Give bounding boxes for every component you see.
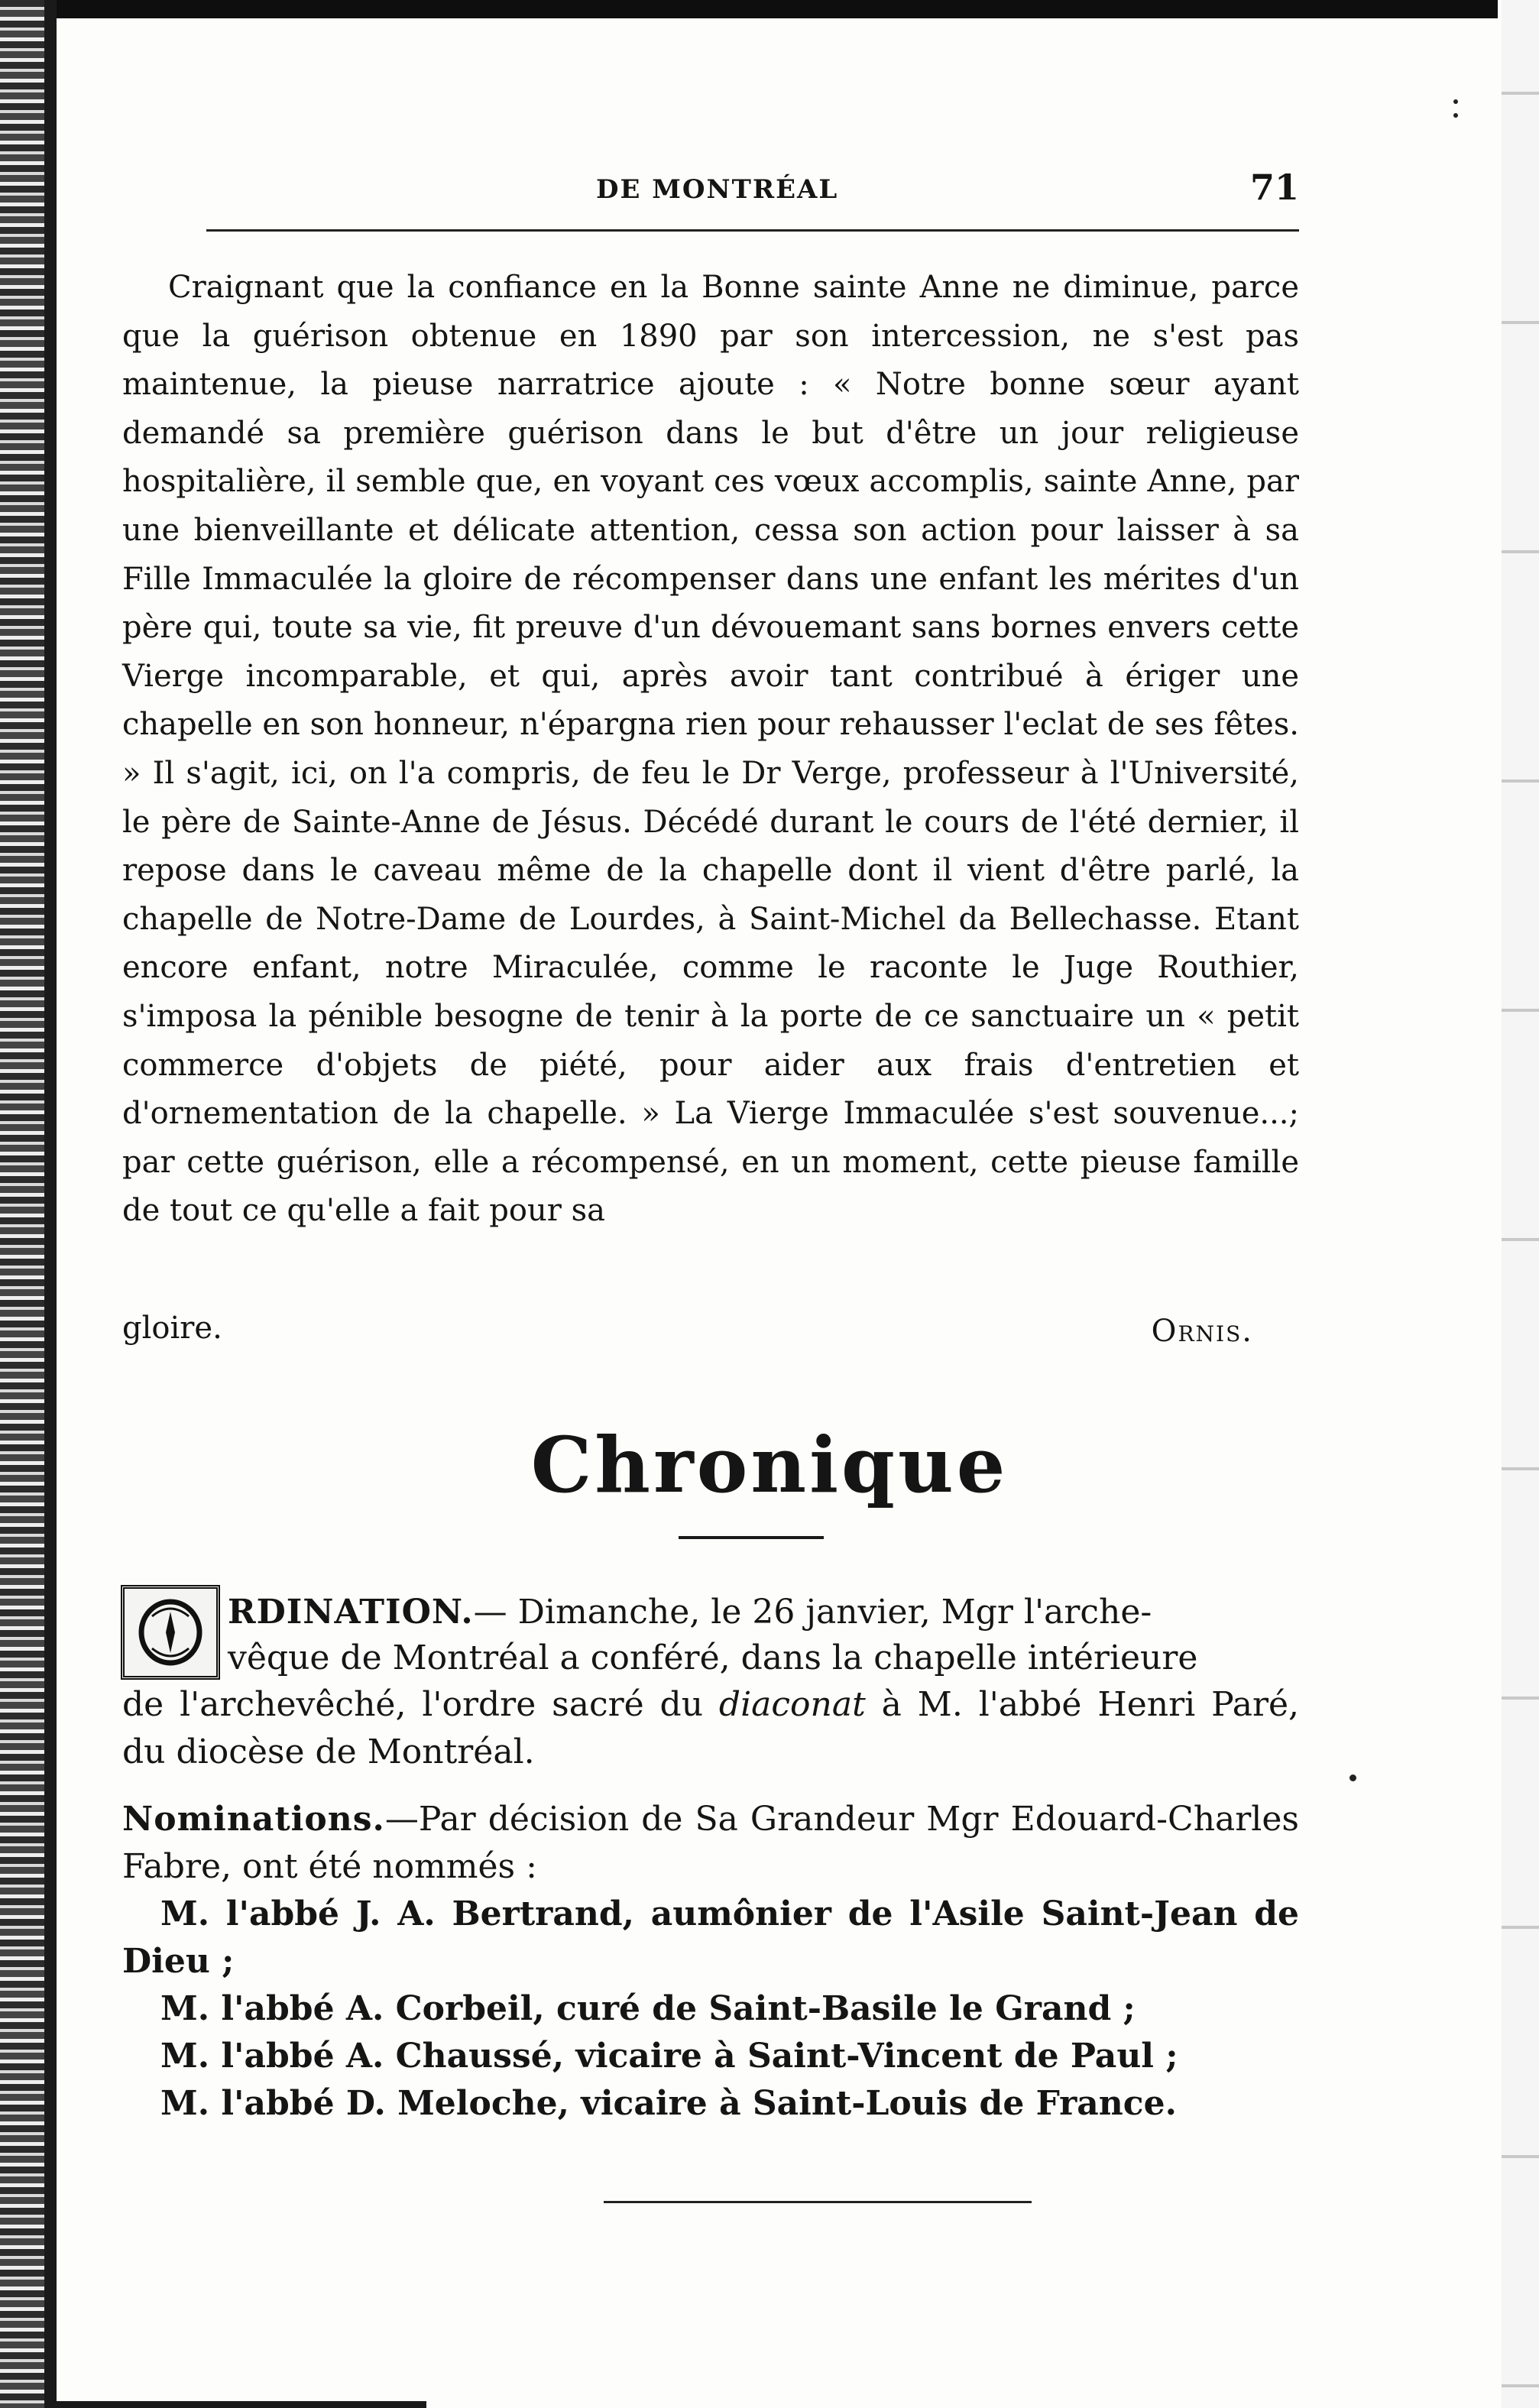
- ordination-text-a: de l'archevêché, l'ordre sacré du: [122, 1685, 719, 1724]
- ordination-label: RDINATION.: [228, 1593, 474, 1632]
- nominations-list: [122, 1891, 1299, 2128]
- scan-speck: [1349, 1774, 1356, 1781]
- list-item: M. l'abbé D. Meloche, vicaire à Saint-Louis de France.: [160, 2084, 1177, 2123]
- title-rule: [679, 1536, 824, 1539]
- ornamental-drop-cap: [121, 1585, 220, 1680]
- ordination-line1-text: — Dimanche, le 26 janvier, Mgr l'arche-: [473, 1593, 1152, 1632]
- nominations-text: —Par décision de Sa Grandeur Mgr Edouard-Charles Fabre, ont été nommés :: [122, 1800, 1299, 1886]
- ordination-emphasis: diaconat: [718, 1685, 866, 1724]
- scan-speck: [1453, 99, 1458, 104]
- ordination-second-line: vêque de Montréal a conféré, dans la chapelle intérieure: [228, 1638, 1198, 1677]
- page-number: 71: [1249, 167, 1299, 208]
- section-title: Chronique: [530, 1420, 1009, 1510]
- list-item: M. l'abbé A. Corbeil, curé de Saint-Basile le Grand ;: [160, 1989, 1136, 2028]
- binding-shadow: [44, 0, 57, 2408]
- scan-bottom-border: [44, 2401, 426, 2408]
- article-paragraph: Craignant que la confiance en la Bonne sainte Anne ne diminue, parce que la guérison obtenue en 1890 par son intercession, ne s'est pas maintenue, la pieuse narratrice ajoute : « Notre bonne sœur ayant demandé sa première guérison dans le but d'être un jour religieuse hospitalière, il semble que, en voyant ces vœux accomplis, sainte Anne, par une bienveillante et délicate attention, cessa son action pour laisser à sa Fille Immaculée la gloire de récompenser dans une enfant les mérites d'un père qui, toute sa vie, fit preuve d'un dévouemant sans bornes envers cette Vierge incomparable, et qui, après avoir tant contribué à ériger une chapelle en son honneur, n'épargna rien pour rehausser l'eclat de ses fêtes. » Il s'agit, ici, on l'a compris, de feu le Dr Verge, professeur à l'Université, le père de Sainte-Anne de Jésus. Décédé durant le cours de l'été dernier, il repose dans le caveau même de la chapelle dont il vient d'être parlé, la chapelle de Notre-Dame de Lourdes, à Saint-Michel da Bellechasse. Etant encore enfant, notre Miraculée, comme le raconte le Juge Routhier, s'imposa la pénible besogne de tenir à la porte de ce sanctuaire un « petit commerce d'objets de piété, pour aider aux frais d'entretien et d'ornementation de la chapelle. » La Vierge Immaculée s'est souvenue...; par cette guérison, elle a récompensé, en un moment, cette pieuse famille de tout ce qu'elle a fait pour sa: [122, 270, 1299, 1229]
- ordination-first-line: [228, 1590, 1299, 1635]
- author-signature: Ornis.: [1151, 1314, 1253, 1349]
- drop-cap-ornament-icon: [129, 1593, 212, 1671]
- list-item: M. l'abbé A. Chaussé, vicaire à Saint-Vincent de Paul ;: [160, 2037, 1178, 2076]
- page-header: [122, 167, 1299, 212]
- footer-rule: [604, 2201, 1032, 2203]
- signature-line: [122, 1311, 1299, 1360]
- scan-right-edge: [1502, 0, 1539, 2408]
- running-head: DE MONTRÉAL: [596, 174, 839, 205]
- closing-word: gloire.: [122, 1311, 222, 1346]
- scan-left-edge: [0, 0, 44, 2408]
- ordination-text: [122, 1681, 1299, 1776]
- nominations-intro: [122, 1796, 1299, 1891]
- scan-top-border: [46, 0, 1498, 18]
- nominations-label: Nominations.: [122, 1800, 385, 1839]
- ordination-text-b: à M. l'abbé Henri Paré, du diocèse de Montréal.: [122, 1685, 1299, 1771]
- scan-speck: [1453, 113, 1458, 118]
- header-rule: [206, 229, 1299, 232]
- list-item: M. l'abbé J. A. Bertrand, aumônier de l'Asile Saint-Jean de Dieu ;: [122, 1894, 1299, 1981]
